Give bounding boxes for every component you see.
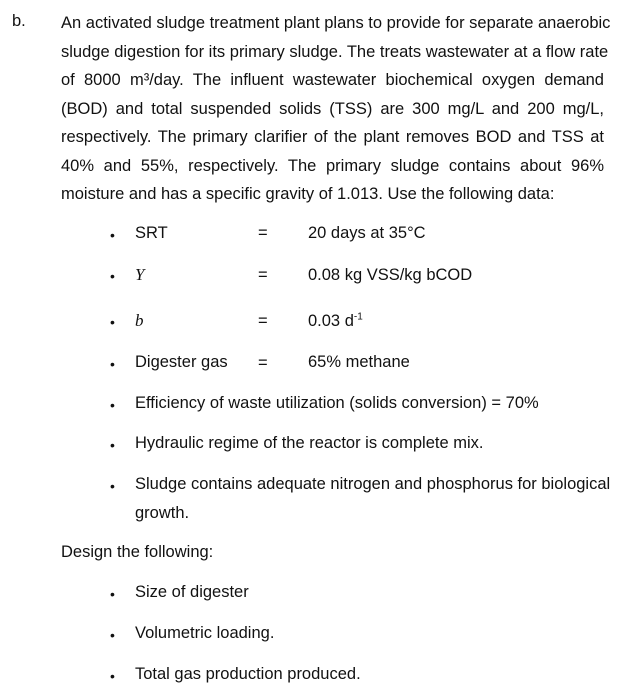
equals-sign: = — [258, 224, 268, 242]
problem-line: sludge digestion for its primary sludge. The treats wastewater at a flow rate — [61, 42, 609, 61]
problem-line: An activated sludge treatment plant plans to provide for separate anaerobic — [61, 14, 611, 32]
bullet-icon: • — [110, 397, 115, 413]
list-item: Hydraulic regime of the reactor is complete mix. — [135, 434, 484, 452]
list-item: Efficiency of waste utilization (solids conversion) = 70% — [135, 394, 539, 412]
design-item: Volumetric loading. — [135, 624, 275, 642]
data-item-value-srt: 20 days at 35°C — [308, 224, 426, 242]
data-item-name-y: Y — [135, 265, 145, 284]
equals-sign: = — [258, 354, 268, 372]
design-item: Size of digester — [135, 583, 249, 601]
bullet-icon: • — [110, 356, 115, 372]
bullet-icon: • — [110, 268, 115, 284]
equals-sign: = — [258, 312, 268, 330]
problem-line: respectively. The primary clarifier of the plant removes BOD and TSS at — [61, 128, 604, 146]
problem-line: 40% and 55%, respectively. The primary sludge contains about 96% — [61, 156, 604, 175]
exponent: -1 — [353, 311, 363, 323]
bullet-icon: • — [110, 478, 115, 494]
data-item-value-b-text: 0.03 d — [308, 312, 354, 330]
data-item-name-digester-gas: Digester gas — [135, 353, 228, 371]
equals-sign: = — [258, 266, 268, 284]
design-heading: Design the following: — [61, 543, 214, 561]
bullet-icon: • — [110, 437, 115, 453]
design-item: Total gas production produced. — [135, 665, 361, 683]
data-item-value-digester-gas: 65% methane — [308, 353, 410, 371]
data-item-name-srt: SRT — [135, 224, 168, 242]
bullet-icon: • — [110, 314, 115, 330]
bullet-icon: • — [110, 627, 115, 643]
list-item-continuation: growth. — [135, 504, 190, 522]
data-item-name-b: b — [135, 311, 144, 330]
data-item-value-b — [308, 312, 363, 331]
data-item-value-y: 0.08 kg VSS/kg bCOD — [308, 266, 473, 284]
problem-statement — [61, 9, 611, 209]
problem-line: (BOD) and total suspended solids (TSS) are 300 mg/L and 200 mg/L, — [61, 99, 604, 118]
problem-line: moisture and has a specific gravity of 1.013. Use the following data: — [61, 185, 555, 203]
bullet-icon: • — [110, 668, 115, 684]
problem-label: b. — [12, 12, 26, 30]
list-item: Sludge contains adequate nitrogen and phosphorus for biological — [135, 475, 611, 493]
problem-line: of 8000 m³/day. The influent wastewater biochemical oxygen demand — [61, 71, 604, 89]
bullet-icon: • — [110, 227, 115, 243]
bullet-icon: • — [110, 586, 115, 602]
